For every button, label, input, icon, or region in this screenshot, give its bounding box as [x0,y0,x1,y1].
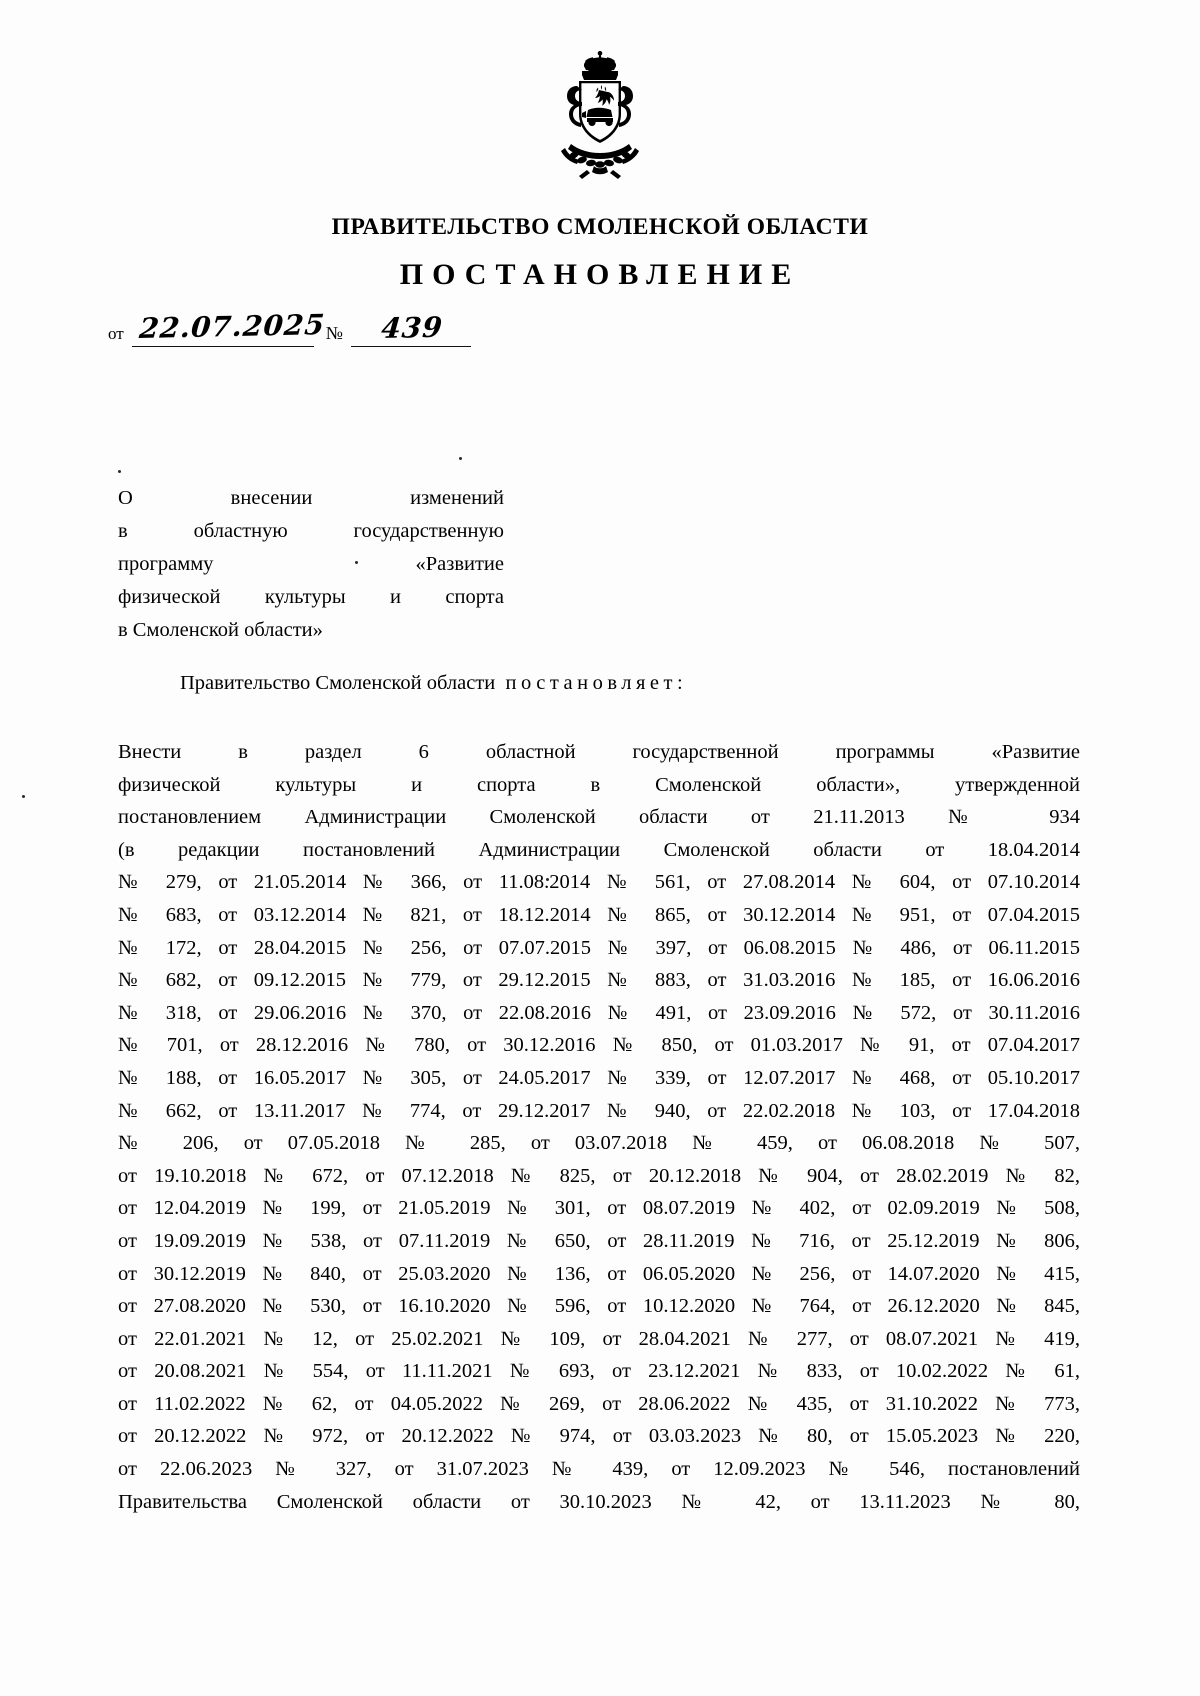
number-field[interactable] [351,312,471,347]
body-line: от 19.09.2019 № 538, от 07.11.2019 № 650, от 28.11.2019 № 716, от 25.12.2019 № 806, [118,1229,1080,1252]
resolve-clause [118,672,1078,695]
subject-block [118,482,504,647]
body-paragraph [118,736,1080,1518]
number-label: № [325,323,343,343]
body-line: № 172, от 28.04.2015 № 256, от 07.07.2015 № 397, от 06.08.2015 № 486, от 06.11.2015 [118,936,1080,959]
subject-line: в областную государственную [118,520,504,542]
body-line: № 206, от 07.05.2018 № 285, от 03.07.2018 № 459, от 06.08.2018 № 507, [118,1132,1080,1155]
date-number-line [108,308,471,347]
document-type-title: ПОСТАНОВЛЕНИЕ [399,258,801,291]
body-line: № 683, от 03.12.2014 № 821, от 18.12.2014 № 865, от 30.12.2014 № 951, от 07.04.2015 [118,903,1080,926]
resolve-verb: постановляет: [505,672,688,694]
body-line: от 20.08.2021 № 554, от 11.11.2021 № 693, от 23.12.2021 № 833, от 10.02.2022 № 61, [118,1360,1080,1383]
body-line: № 701, от 28.12.2016 № 780, от 30.12.2016 № 850, от 01.03.2017 № 91, от 07.04.2017 [118,1034,1080,1057]
body-line: от 11.02.2022 № 62, от 04.05.2022 № 269, от 28.06.2022 № 435, от 31.10.2022 № 773, [118,1392,1080,1415]
date-field[interactable] [132,308,327,347]
subject-line: физической культуры и спорта [118,586,504,608]
body-line: Правительства Смоленской области от 30.10.2023 № 42, от 13.11.2023 № 80, [118,1490,1080,1513]
body-line: № 662, от 13.11.2017 № 774, от 29.12.2017 № 940, от 22.02.2018 № 103, от 17.04.2018 [118,1099,1080,1122]
date-label: от [108,324,124,343]
body-line: от 12.04.2019 № 199, от 21.05.2019 № 301, от 08.07.2019 № 402, от 02.09.2019 № 508, [118,1197,1080,1220]
scan-speck [459,457,462,460]
emblem-container [0,48,1200,185]
body-line: от 27.08.2020 № 530, от 16.10.2020 № 596, от 10.12.2020 № 764, от 26.12.2020 № 845, [118,1295,1080,1318]
scan-speck [118,470,121,473]
body-line: от 30.12.2019 № 840, от 25.03.2020 № 136, от 06.05.2020 № 256, от 14.07.2020 № 415, [118,1262,1080,1285]
subject-line: в Смоленской области» [118,619,323,641]
body-line: от 22.01.2021 № 12, от 25.02.2021 № 109, от 28.04.2021 № 277, от 08.07.2021 № 419, [118,1327,1080,1350]
subject-line: программу «Развитие [118,553,504,575]
body-line: от 22.06.2023 № 327, от 31.07.2023 № 439, от 12.09.2023 № 546, постановлений [118,1458,1080,1481]
body-line: № 188, от 16.05.2017 № 305, от 24.05.2017 № 339, от 12.07.2017 № 468, от 05.10.2017 [118,1066,1080,1089]
body-line: Внести в раздел 6 областной государственной программы «Развитие [118,741,1080,763]
body-line: (в редакции постановлений Администрации Смоленской области от 18.04.2014 [118,838,1080,861]
date-handwritten-value: 22.07.2025 [137,308,327,345]
scan-speck [22,795,25,798]
number-handwritten-value: 439 [380,310,445,345]
body-line: № 318, от 29.06.2016 № 370, от 22.08.2016 № 491, от 23.09.2016 № 572, от 30.11.2016 [118,1001,1080,1024]
organization-title: ПРАВИТЕЛЬСТВО СМОЛЕНСКОЙ ОБЛАСТИ [331,214,869,240]
body-line: физической культуры и спорта в Смоленской области», утвержденной [118,773,1080,796]
coat-of-arms-icon [541,48,659,180]
subject-line: О внесении изменений [118,487,504,509]
body-line: № 279, от 21.05.2014 № 366, от 11.08.2014 № 561, от 27.08.2014 № 604, от 07.10.2014 [118,871,1080,894]
body-line: № 682, от 09.12.2015 № 779, от 29.12.2015 № 883, от 31.03.2016 № 185, от 16.06.2016 [118,969,1080,992]
body-line: от 20.12.2022 № 972, от 20.12.2022 № 974, от 03.03.2023 № 80, от 15.05.2023 № 220, [118,1425,1080,1448]
body-line: от 19.10.2018 № 672, от 07.12.2018 № 825, от 20.12.2018 № 904, от 28.02.2019 № 82, [118,1164,1080,1187]
resolve-prefix: Правительство Смоленской области [180,672,496,694]
body-line: постановлением Администрации Смоленской области от 21.11.2013 № 934 [118,806,1080,829]
